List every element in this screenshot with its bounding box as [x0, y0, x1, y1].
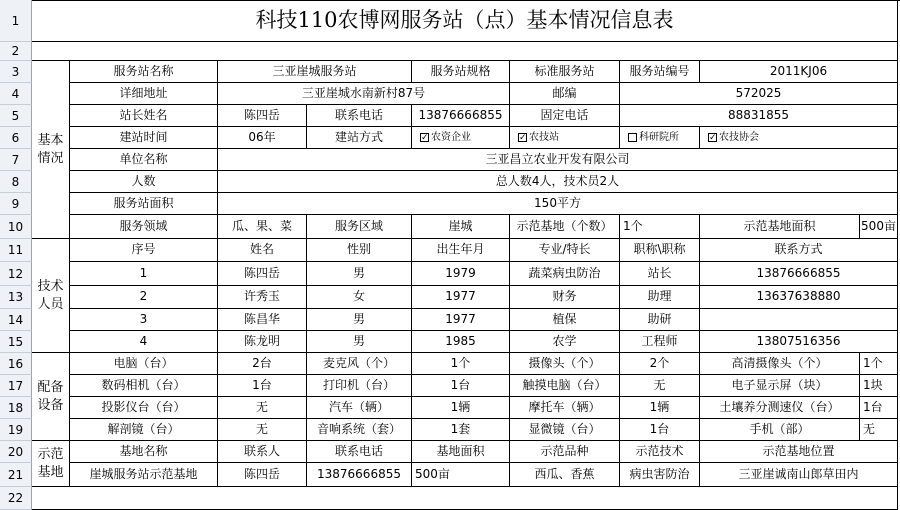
section-basic-info[interactable]: [32, 61, 70, 239]
section-equipment[interactable]: [32, 353, 70, 441]
label-demo-count[interactable]: 示范基地（个数）: [510, 215, 620, 239]
tech-row-2-col-6[interactable]: 助理: [620, 286, 700, 309]
equip-row-1-col-3[interactable]: 麦克风（个）: [307, 353, 412, 375]
equip-row-4-col-1[interactable]: 解剖镜（台）: [70, 419, 218, 441]
row-header-17[interactable]: 17: [0, 375, 32, 397]
equip-row-1-col-4[interactable]: 1个: [412, 353, 510, 375]
empty-row-22[interactable]: [32, 487, 898, 510]
tech-row-2-col-3[interactable]: 女: [307, 286, 412, 309]
equip-row-1-col-6[interactable]: 2个: [620, 353, 700, 375]
value-address[interactable]: 三亚崖城水南新村87号: [218, 83, 510, 105]
section-label-line: 设备: [37, 397, 64, 413]
demo-header-1[interactable]: 基地名称: [70, 441, 218, 463]
equip-row-1-col-7[interactable]: 高清摄像头（个）: [700, 353, 860, 375]
value-contact-phone[interactable]: 13876666855: [412, 105, 510, 127]
label-contact-phone[interactable]: 联系电话: [307, 105, 412, 127]
checkbox-label: 农资企业: [431, 132, 471, 143]
demo-header-6[interactable]: 示范技术: [620, 441, 700, 463]
row-header-14[interactable]: 14: [0, 309, 32, 331]
checkbox-checked-icon[interactable]: ✓: [421, 133, 429, 143]
tech-row-3-col-2[interactable]: 陈昌华: [218, 309, 307, 331]
label-demo-area[interactable]: 示范基地面积: [700, 215, 860, 239]
section-label-line: 示范: [37, 446, 64, 462]
label-postcode[interactable]: 邮编: [510, 83, 620, 105]
equip-row-2-col-6[interactable]: 无: [620, 375, 700, 397]
tech-header-6[interactable]: 职称\职称: [620, 239, 700, 262]
demo-row-col-6[interactable]: 病虫害防治: [620, 463, 700, 487]
tech-header-2[interactable]: 姓名: [218, 239, 307, 262]
tech-row-4-col-6[interactable]: 工程师: [620, 331, 700, 353]
label-station-name[interactable]: 服务站名称: [70, 61, 218, 83]
row-header-20[interactable]: 20: [0, 441, 32, 463]
equip-row-2-col-4[interactable]: 1台: [412, 375, 510, 397]
label-station-spec[interactable]: 服务站规格: [412, 61, 510, 83]
demo-header-3[interactable]: 联系电话: [307, 441, 412, 463]
equip-row-4-col-7[interactable]: 手机（部）: [700, 419, 860, 441]
demo-header-5[interactable]: 示范品种: [510, 441, 620, 463]
value-station-name[interactable]: 三亚崖城服务站: [218, 61, 412, 83]
label-service-region[interactable]: 服务区域: [307, 215, 412, 239]
row-header-7[interactable]: 7: [0, 149, 32, 171]
row-header-1[interactable]: 1: [0, 0, 32, 42]
section-label-line: 技术: [37, 278, 64, 294]
equip-row-1-col-1[interactable]: 电脑（台）: [70, 353, 218, 375]
row-header-4[interactable]: 4: [0, 83, 32, 105]
demo-row-col-4[interactable]: 500亩: [412, 463, 510, 487]
tech-row-1-col-4[interactable]: 1979: [412, 262, 510, 286]
row-header-11[interactable]: 11: [0, 239, 32, 262]
label-landline[interactable]: 固定电话: [510, 105, 620, 127]
checkbox-option[interactable]: [518, 132, 559, 143]
equip-row-3-col-2[interactable]: 无: [218, 397, 307, 419]
row-header-12[interactable]: 12: [0, 262, 32, 286]
value-landline[interactable]: 88831855: [620, 105, 898, 127]
tech-row-2-col-2[interactable]: 许秀玉: [218, 286, 307, 309]
checkbox-checked-icon[interactable]: ✓: [519, 133, 527, 143]
tech-header-7[interactable]: 联系方式: [700, 239, 898, 262]
tech-row-1-col-1[interactable]: 1: [70, 262, 218, 286]
label-address[interactable]: 详细地址: [70, 83, 218, 105]
row-header-2[interactable]: 2: [0, 42, 32, 61]
section-tech-staff[interactable]: [32, 239, 70, 353]
value-demo-area[interactable]: 500亩: [860, 215, 898, 239]
value-station-spec[interactable]: 标准服务站: [510, 61, 620, 83]
value-service-region[interactable]: 崖城: [412, 215, 510, 239]
checkbox-option[interactable]: [628, 132, 679, 143]
label-build-time[interactable]: 建站时间: [70, 127, 218, 149]
equip-row-2-col-5[interactable]: 触摸电脑（台）: [510, 375, 620, 397]
demo-row-col-7[interactable]: 三亚崖诚南山郎草田内: [700, 463, 898, 487]
row-header-16[interactable]: 16: [0, 353, 32, 375]
tech-row-3-col-3[interactable]: 男: [307, 309, 412, 331]
equip-row-2-col-2[interactable]: 1台: [218, 375, 307, 397]
demo-header-4[interactable]: 基地面积: [412, 441, 510, 463]
tech-row-2-col-4[interactable]: 1977: [412, 286, 510, 309]
section-label-line: 基本: [37, 132, 64, 148]
demo-header-7[interactable]: 示范基地位置: [700, 441, 898, 463]
empty-row-2[interactable]: [32, 42, 898, 61]
row-header-15[interactable]: 15: [0, 331, 32, 353]
tech-header-3[interactable]: 性别: [307, 239, 412, 262]
section-label-line: 情况: [37, 150, 64, 166]
value-demo-count[interactable]: 1个: [620, 215, 700, 239]
tech-row-3-col-6[interactable]: 助研: [620, 309, 700, 331]
checkbox-cell-1[interactable]: [412, 127, 510, 149]
tech-row-3-col-1[interactable]: 3: [70, 309, 218, 331]
section-label-line: 配备: [37, 379, 64, 395]
checkbox-option[interactable]: [708, 132, 759, 143]
tech-row-1-col-2[interactable]: 陈四岳: [218, 262, 307, 286]
equip-row-4-col-3[interactable]: 音响系统（套）: [307, 419, 412, 441]
equip-row-4-col-8[interactable]: 无: [860, 419, 898, 441]
checkbox-label: 农技协会: [719, 132, 759, 143]
label-build-method[interactable]: 建站方式: [307, 127, 412, 149]
checkbox-label: 农技站: [529, 132, 559, 143]
value-station-area[interactable]: 150平方: [218, 193, 898, 215]
value-headcount[interactable]: 总人数4人，技术员2人: [218, 171, 898, 193]
section-label-line: 基地: [37, 464, 64, 480]
tech-row-4-col-5[interactable]: 农学: [510, 331, 620, 353]
row-header-21[interactable]: 21: [0, 463, 32, 487]
tech-row-1-col-3[interactable]: 男: [307, 262, 412, 286]
tech-row-3-col-5[interactable]: 植保: [510, 309, 620, 331]
tech-row-2-col-1[interactable]: 2: [70, 286, 218, 309]
label-company-name[interactable]: 单位名称: [70, 149, 218, 171]
tech-row-1-col-7[interactable]: 13876666855: [700, 262, 898, 286]
checkbox-empty-icon[interactable]: [628, 133, 637, 142]
value-company-name[interactable]: 三亚昌立农业开发有限公司: [218, 149, 898, 171]
equip-row-2-col-1[interactable]: 数码相机（台）: [70, 375, 218, 397]
label-service-field[interactable]: 服务领域: [70, 215, 218, 239]
tech-row-4-col-2[interactable]: 陈龙明: [218, 331, 307, 353]
demo-row-col-2[interactable]: 陈四岳: [218, 463, 307, 487]
value-manager-name[interactable]: 陈四岳: [218, 105, 307, 127]
checkbox-cell-3[interactable]: [620, 127, 700, 149]
tech-row-3-col-4[interactable]: 1977: [412, 309, 510, 331]
tech-header-4[interactable]: 出生年月: [412, 239, 510, 262]
sheet-title[interactable]: 科技110农博网服务站（点）基本情况信息表: [32, 0, 898, 42]
tech-row-2-col-7[interactable]: 13637638880: [700, 286, 898, 309]
row-header-10[interactable]: 10: [0, 215, 32, 239]
tech-row-3-col-7[interactable]: [700, 309, 898, 331]
demo-row-col-5[interactable]: 西瓜、香蕉: [510, 463, 620, 487]
equip-row-3-col-5[interactable]: 摩托车（辆）: [510, 397, 620, 419]
checkbox-label: 科研院所: [639, 132, 679, 143]
row-header-3[interactable]: 3: [0, 61, 32, 83]
equip-row-1-col-8[interactable]: 1个: [860, 353, 898, 375]
checkbox-cell-4[interactable]: [700, 127, 898, 149]
equip-row-2-col-3[interactable]: 打印机（台）: [307, 375, 412, 397]
row-header-8[interactable]: 8: [0, 171, 32, 193]
equip-row-1-col-2[interactable]: 2台: [218, 353, 307, 375]
tech-header-5[interactable]: 专业/特长: [510, 239, 620, 262]
equip-row-2-col-8[interactable]: 1块: [860, 375, 898, 397]
row-header-9[interactable]: 9: [0, 193, 32, 215]
value-build-time[interactable]: 06年: [218, 127, 307, 149]
equip-row-4-col-4[interactable]: 1套: [412, 419, 510, 441]
tech-header-1[interactable]: 序号: [70, 239, 218, 262]
equip-row-3-col-3[interactable]: 汽车（辆）: [307, 397, 412, 419]
equip-row-3-col-7[interactable]: 土壤养分测速仪（台）: [700, 397, 860, 419]
demo-row-col-1[interactable]: 崖城服务站示范基地: [70, 463, 218, 487]
tech-row-4-col-4[interactable]: 1985: [412, 331, 510, 353]
row-header-19[interactable]: 19: [0, 419, 32, 441]
equip-row-4-col-6[interactable]: 1台: [620, 419, 700, 441]
demo-row-col-3[interactable]: 13876666855: [307, 463, 412, 487]
tech-row-4-col-3[interactable]: 男: [307, 331, 412, 353]
equip-row-3-col-1[interactable]: 投影仪台（台）: [70, 397, 218, 419]
label-manager-name[interactable]: 站长姓名: [70, 105, 218, 127]
demo-header-2[interactable]: 联系人: [218, 441, 307, 463]
label-station-area[interactable]: 服务站面积: [70, 193, 218, 215]
checkbox-checked-icon[interactable]: ✓: [709, 133, 717, 143]
tech-row-2-col-5[interactable]: 财务: [510, 286, 620, 309]
row-header-6[interactable]: 6: [0, 127, 32, 149]
equip-row-4-col-5[interactable]: 显微镜（台）: [510, 419, 620, 441]
row-header-5[interactable]: 5: [0, 105, 32, 127]
section-label-line: 人员: [37, 296, 64, 312]
row-header-22[interactable]: 22: [0, 487, 32, 510]
equip-row-3-col-6[interactable]: 1辆: [620, 397, 700, 419]
row-header-18[interactable]: 18: [0, 397, 32, 419]
equip-row-3-col-4[interactable]: 1辆: [412, 397, 510, 419]
equip-row-2-col-7[interactable]: 电子显示屏（块）: [700, 375, 860, 397]
checkbox-option[interactable]: [420, 132, 471, 143]
equip-row-4-col-2[interactable]: 无: [218, 419, 307, 441]
value-postcode[interactable]: 572025: [620, 83, 898, 105]
value-station-code[interactable]: 2011KJ06: [700, 61, 898, 83]
value-service-field[interactable]: 瓜、果、菜: [218, 215, 307, 239]
label-headcount[interactable]: 人数: [70, 171, 218, 193]
equip-row-1-col-5[interactable]: 摄像头（个）: [510, 353, 620, 375]
row-header-13[interactable]: 13: [0, 286, 32, 309]
equip-row-3-col-8[interactable]: 1台: [860, 397, 898, 419]
tech-row-4-col-7[interactable]: 13807516356: [700, 331, 898, 353]
label-station-code[interactable]: 服务站编号: [620, 61, 700, 83]
tech-row-4-col-1[interactable]: 4: [70, 331, 218, 353]
checkbox-cell-2[interactable]: [510, 127, 620, 149]
tech-row-1-col-6[interactable]: 站长: [620, 262, 700, 286]
section-demo-base[interactable]: [32, 441, 70, 487]
tech-row-1-col-5[interactable]: 蔬菜病虫防治: [510, 262, 620, 286]
